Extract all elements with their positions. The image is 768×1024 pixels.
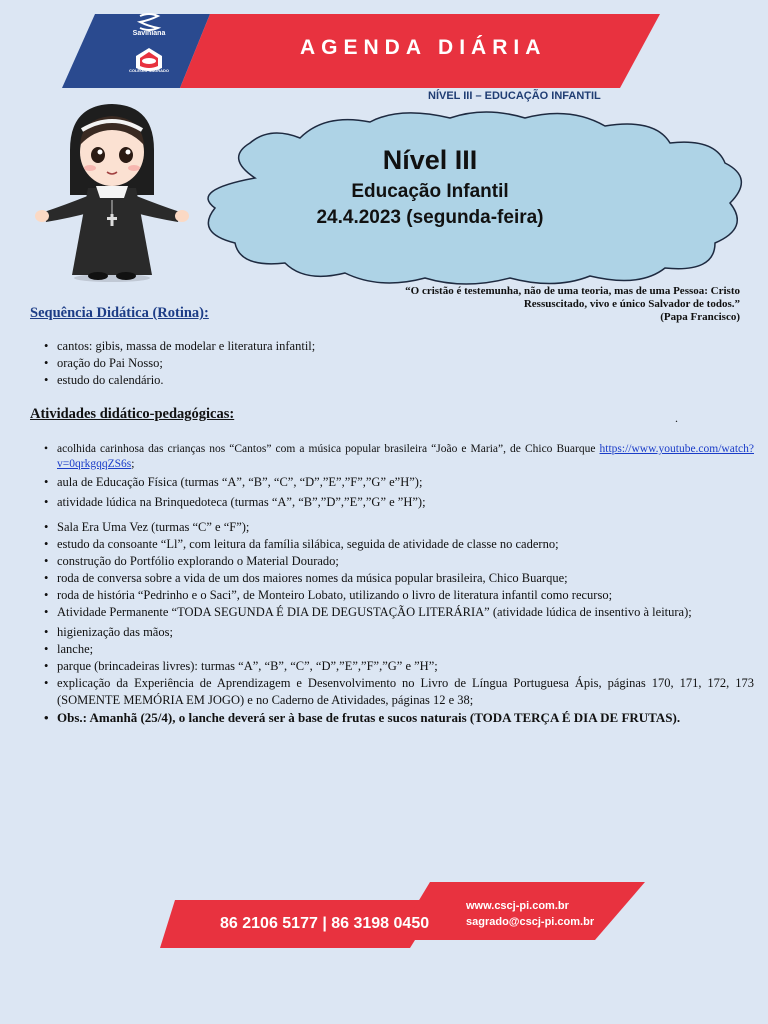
list-item-obs [44,709,754,726]
quote-line-1: “O cristão é testemunha, não de uma teoria, mas de uma Pessoa: Cristo [405,285,740,297]
footer-contacts [466,898,594,930]
activity-text: acolhida carinhosa das crianças nos “Cantos” com a música popular brasileira “João e Maria”, de Chico Buarque [57,443,600,455]
stray-dot: . [675,411,678,425]
list-item: • lanche; [44,641,754,658]
list-item: • parque (brincadeiras livres): turmas “A”, “B”, “C”, “D”,”E”,”F”,”G” e ”H”; [44,658,754,675]
list-item: • explicação da Experiência de Aprendizagem e Desenvolvimento no Livro de Língua Portuguesa Ápis, páginas 170, 171, 172, 173 (SOMENTE MEMÓRIA EM JOGO) e no Caderno de Atividades, páginas 12 e 38; [44,675,754,709]
quote-line-2: Ressuscitado, vivo e único Salvador de todos.” [523,298,740,310]
list-item: • higienização das mãos; [44,624,754,641]
routine-list [44,338,684,389]
banner-segment: Educação Infantil [351,181,509,202]
list-item: • estudo do calendário. [44,372,684,389]
phone-numbers: 86 2106 5177 | 86 3198 0450 [220,915,430,932]
list-item: • atividade lúdica na Brinquedoteca (turmas “A”, “B”,”D”,”E”,”G” e ”H”); [44,494,754,511]
pope-quote [300,285,740,324]
list-item: • roda de história “Pedrinho e o Saci”, de Monteiro Lobato, utilizando o livro de literatura infantil como recurso; [44,587,754,604]
youtube-link[interactable]: https://www.youtube.com/watch?v=0qrkgqqZS6s [57,443,754,470]
quote-author: (Papa Francisco) [660,311,740,323]
activity-text-end: ; [131,457,135,470]
banner-date: 24.4.2023 (segunda-feira) [316,207,544,228]
obs-text: Amanhã (25/4), o lanche deverá ser à base de frutas e sucos naturais (TODA TERÇA É DIA DE FRUTAS). [86,710,681,725]
list-item: • estudo da consoante “Ll”, com leitura da família silábica, seguida de atividade de classe no caderno; [44,536,754,553]
website-link[interactable]: www.cscj-pi.com.br [466,900,569,912]
agenda-title: AGENDA DIÁRIA [300,36,547,59]
logo-name: Saviniana [132,30,166,37]
nun-mascot-illustration [30,100,195,285]
list-item: • Atividade Permanente “TODA SEGUNDA É DIA DE DEGUSTAÇÃO LITERÁRIA” (atividade lúdica de insentivo à leitura); [44,604,754,621]
level-subtitle: NÍVEL III – EDUCAÇÃO INFANTIL [428,90,601,102]
list-item: • roda de conversa sobre a vida de um dos maiores nomes da música popular brasileira, Chico Buarque; [44,570,754,587]
list-item: • aula de Educação Física (turmas “A”, “B”, “C”, “D”,”E”,”F”,”G” e”H”); [44,474,754,491]
list-item: • Sala Era Uma Vez (turmas “C” e “F”); [44,519,754,536]
routine-title: Sequência Didática (Rotina): [30,305,209,321]
activities-title: Atividades didático-pedagógicas: [30,406,235,422]
logo-school-name: COLÉGIO SAGRADO [128,68,169,73]
list-item: • cantos: gibis, massa de modelar e literatura infantil; [44,338,684,355]
email-link[interactable]: sagrado@cscj-pi.com.br [466,916,595,928]
activities-list [44,442,754,726]
list-item: • oração do Pai Nosso; [44,355,684,372]
banner-level: Nível III [382,145,478,175]
list-item [44,442,754,471]
obs-label: Obs.: [57,710,87,725]
list-item: • construção do Portfólio explorando o Material Dourado; [44,553,754,570]
